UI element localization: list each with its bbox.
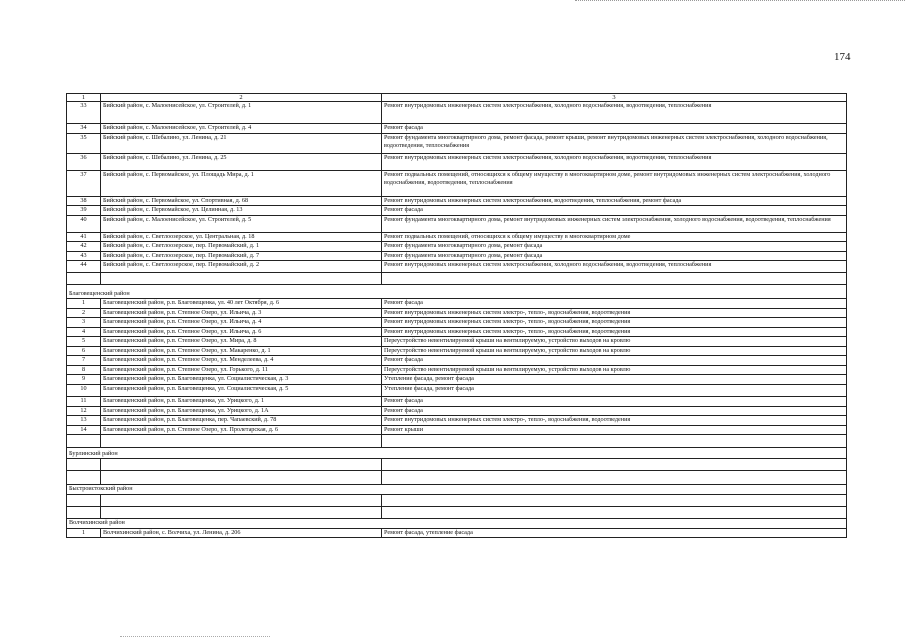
table-row <box>67 416 847 426</box>
row-work: Ремонт фасада <box>382 299 847 309</box>
row-number: 39 <box>67 206 101 216</box>
row-work: Ремонт фундамента многоквартирного дома, ремонт внутридомовых инженерных систем электроснабжения, холодного водоснабжения, водоотведения, теплоснабжения <box>382 215 847 232</box>
row-work: Утепление фасада, ремонт фасада <box>382 385 847 397</box>
blank-cell <box>382 506 847 518</box>
section-row <box>67 285 847 299</box>
row-number: 8 <box>67 365 101 375</box>
row-address: Бийский район, с. Светлоозерское, пер. Первомайский, д. 1 <box>101 242 382 252</box>
row-work: Ремонт внутридомовых инженерных систем электроснабжения, водоотведения, теплоснабжения, ремонт фасада <box>382 196 847 206</box>
row-number: 43 <box>67 251 101 261</box>
row-address: Бийский район, с. Первомайское, ул. Спортивная, д. 68 <box>101 196 382 206</box>
blank-row <box>67 494 847 506</box>
row-number: 9 <box>67 375 101 385</box>
table-row <box>67 365 847 375</box>
row-address: Благовещенский район, р.п. Благовещенка, пер. Чапаевский, д. 78 <box>101 416 382 426</box>
works-table <box>66 93 847 538</box>
table-row <box>67 242 847 252</box>
row-number: 7 <box>67 356 101 366</box>
row-number: 5 <box>67 337 101 347</box>
row-address: Бийский район, с. Малоенисейское, ул. Строителей, д. 4 <box>101 124 382 134</box>
row-work: Ремонт внутридомовых инженерных систем электроснабжения, холодного водоснабжения, водоотведения, теплоснабжения <box>382 153 847 170</box>
section-title: Волчихинский район <box>67 518 847 528</box>
section-row <box>67 518 847 528</box>
header-col-3: 3 <box>382 94 847 102</box>
row-work: Ремонт фасада <box>382 206 847 216</box>
row-address: Благовещенский район, р.п. Степное Озеро, ул. Макаренко, д. 1 <box>101 346 382 356</box>
table-row <box>67 327 847 337</box>
row-number: 42 <box>67 242 101 252</box>
blank-cell <box>67 435 101 448</box>
row-address: Бийский район, с. Малоенисейское, ул. Строителей, д. 1 <box>101 102 382 124</box>
table-row <box>67 337 847 347</box>
row-address: Благовещенский район, р.п. Степное Озеро, ул. Горького, д. 11 <box>101 365 382 375</box>
table-row <box>67 215 847 232</box>
row-work: Ремонт внутридомовых инженерных систем электроснабжения, холодного водоснабжения, водоотведения, теплоснабжения <box>382 102 847 124</box>
table-row <box>67 232 847 242</box>
row-number: 40 <box>67 215 101 232</box>
row-address: Благовещенский район, р.п. Благовещенка, ул. 40 лет Октября, д. 6 <box>101 299 382 309</box>
row-number: 13 <box>67 416 101 426</box>
blank-cell <box>382 459 847 471</box>
row-address: Волчихинский район, с. Волчиха, ул. Ленина, д. 206 <box>101 528 382 538</box>
blank-cell <box>67 459 101 471</box>
row-number: 4 <box>67 327 101 337</box>
row-address: Благовещенский район, р.п. Благовещенка, ул. Урицкого, д. 1 <box>101 397 382 407</box>
top-scan-line <box>575 0 905 1</box>
header-col-1: 1 <box>67 94 101 102</box>
blank-cell <box>101 471 382 485</box>
row-number: 10 <box>67 385 101 397</box>
blank-cell <box>101 506 382 518</box>
table-row <box>67 261 847 273</box>
row-work: Ремонт фасада <box>382 124 847 134</box>
row-work: Переустройство невентилируемой крыши на вентилируемую, устройство выходов на кровлю <box>382 337 847 347</box>
row-number: 44 <box>67 261 101 273</box>
row-address: Бийский район, с. Малоенисейское, ул. Строителей, д. 5 <box>101 215 382 232</box>
row-number: 2 <box>67 308 101 318</box>
blank-cell <box>67 506 101 518</box>
row-work: Ремонт фасада <box>382 356 847 366</box>
section-title: Быстроистокский район <box>67 485 847 495</box>
blank-cell <box>101 273 382 285</box>
table-row <box>67 170 847 196</box>
section-row <box>67 448 847 459</box>
table-row <box>67 406 847 416</box>
table-row <box>67 375 847 385</box>
row-number: 3 <box>67 318 101 328</box>
blank-cell <box>382 435 847 448</box>
table-row <box>67 124 847 134</box>
blank-row <box>67 506 847 518</box>
row-work: Ремонт крыши <box>382 425 847 435</box>
row-work: Ремонт фасада, утепление фасада <box>382 528 847 538</box>
bottom-scan-line <box>120 636 270 637</box>
header-row <box>67 94 847 102</box>
row-work: Ремонт внутридомовых инженерных систем электро-, тепло-, водоснабжения, водоотведения <box>382 416 847 426</box>
blank-row <box>67 471 847 485</box>
row-address: Бийский район, с. Светлоозерское, ул. Центральная, д. 18 <box>101 232 382 242</box>
section-title: Бурлинский район <box>67 448 847 459</box>
row-address: Бийский район, с. Первомайское, ул. Целинная, д. 13 <box>101 206 382 216</box>
row-address: Благовещенский район, р.п. Степное Озеро, ул. Мира, д. 8 <box>101 337 382 347</box>
row-work: Ремонт подвальных помещений, относящихся к общему имуществу в многоквартирном доме, ремонт внутридомовых инженерных систем электроснабжения, холодного водоснабжения, водоотведения, теплоснабжения <box>382 170 847 196</box>
row-work: Утепление фасада, ремонт фасада <box>382 375 847 385</box>
row-work: Ремонт подвальных помещений, относящихся к общему имуществу в многоквартирном доме <box>382 232 847 242</box>
row-address: Благовещенский район, р.п. Благовещенка, ул. Социалистическая, д. 3 <box>101 375 382 385</box>
blank-cell <box>67 273 101 285</box>
blank-cell <box>382 273 847 285</box>
row-number: 14 <box>67 425 101 435</box>
row-address: Бийский район, с. Первомайское, ул. Площадь Мира, д. 1 <box>101 170 382 196</box>
row-work: Ремонт фундамента многоквартирного дома, ремонт фасада <box>382 242 847 252</box>
row-number: 35 <box>67 133 101 153</box>
row-address: Благовещенский район, р.п. Степное Озеро, ул. Ильича, д. 4 <box>101 318 382 328</box>
table-row <box>67 299 847 309</box>
row-number: 6 <box>67 346 101 356</box>
blank-cell <box>382 471 847 485</box>
table-row <box>67 133 847 153</box>
table-row <box>67 102 847 124</box>
table-row <box>67 251 847 261</box>
row-work: Переустройство невентилируемой крыши на вентилируемую, устройство выходов на кровлю <box>382 365 847 375</box>
row-work: Ремонт фасада <box>382 406 847 416</box>
row-work: Ремонт фасада <box>382 397 847 407</box>
row-work: Ремонт внутридомовых инженерных систем электро-, тепло-, водоснабжения, водоотведения <box>382 308 847 318</box>
table-row <box>67 356 847 366</box>
row-number: 36 <box>67 153 101 170</box>
section-row <box>67 485 847 495</box>
capital-repair-table <box>66 93 846 538</box>
row-address: Бийский район, с. Светлоозерское, пер. Первомайский, д. 7 <box>101 251 382 261</box>
blank-row <box>67 435 847 448</box>
table-row <box>67 528 847 538</box>
row-address: Бийский район, с. Светлоозерское, пер. Первомайский, д. 2 <box>101 261 382 273</box>
row-number: 37 <box>67 170 101 196</box>
blank-row <box>67 459 847 471</box>
row-address: Бийский район, с. Шебалино, ул. Ленина, д. 25 <box>101 153 382 170</box>
row-number: 1 <box>67 299 101 309</box>
table-row <box>67 425 847 435</box>
table-row <box>67 196 847 206</box>
blank-row <box>67 273 847 285</box>
row-work: Переустройство невентилируемой крыши на вентилируемую, устройство выходов на кровлю <box>382 346 847 356</box>
table-row <box>67 318 847 328</box>
table-row <box>67 346 847 356</box>
row-address: Благовещенский район, р.п. Благовещенка, ул. Урицкого, д. 1А <box>101 406 382 416</box>
blank-cell <box>101 435 382 448</box>
section-title: Благовещенский район <box>67 285 847 299</box>
table-row <box>67 206 847 216</box>
blank-cell <box>101 494 382 506</box>
row-address: Благовещенский район, р.п. Степное Озеро, ул. Ильича, д. 6 <box>101 327 382 337</box>
row-number: 1 <box>67 528 101 538</box>
table-row <box>67 397 847 407</box>
blank-cell <box>101 459 382 471</box>
row-work: Ремонт фундамента многоквартирного дома, ремонт фасада, ремонт крыши, ремонт внутридомовых инженерных систем электроснабжения, холодного водоснабжения, водоотведения, теплоснабжения <box>382 133 847 153</box>
page-number: 174 <box>834 51 851 63</box>
row-work: Ремонт фундамента многоквартирного дома, ремонт фасада <box>382 251 847 261</box>
row-address: Благовещенский район, р.п. Степное Озеро, ул. Ильича, д. 3 <box>101 308 382 318</box>
row-number: 41 <box>67 232 101 242</box>
header-col-2: 2 <box>101 94 382 102</box>
row-number: 33 <box>67 102 101 124</box>
row-number: 34 <box>67 124 101 134</box>
row-address: Благовещенский район, р.п. Благовещенка, ул. Социалистическая, д. 5 <box>101 385 382 397</box>
blank-cell <box>67 471 101 485</box>
table-row <box>67 153 847 170</box>
row-work: Ремонт внутридомовых инженерных систем электроснабжения, холодного водоснабжения, водоотведения, теплоснабжения <box>382 261 847 273</box>
blank-cell <box>382 494 847 506</box>
table-row <box>67 385 847 397</box>
row-address: Бийский район, с. Шебалино, ул. Ленина, д. 21 <box>101 133 382 153</box>
blank-cell <box>67 494 101 506</box>
row-work: Ремонт внутридомовых инженерных систем электро-, тепло-, водоснабжения, водоотведения <box>382 318 847 328</box>
row-number: 38 <box>67 196 101 206</box>
row-work: Ремонт внутридомовых инженерных систем электро-, тепло-, водоснабжения, водоотведения <box>382 327 847 337</box>
row-address: Благовещенский район, р.п. Степное Озеро, ул. Менделеева, д. 4 <box>101 356 382 366</box>
row-number: 12 <box>67 406 101 416</box>
row-address: Благовещенский район, р.п. Степное Озеро, ул. Пролетарская, д. 6 <box>101 425 382 435</box>
row-number: 11 <box>67 397 101 407</box>
table-row <box>67 308 847 318</box>
